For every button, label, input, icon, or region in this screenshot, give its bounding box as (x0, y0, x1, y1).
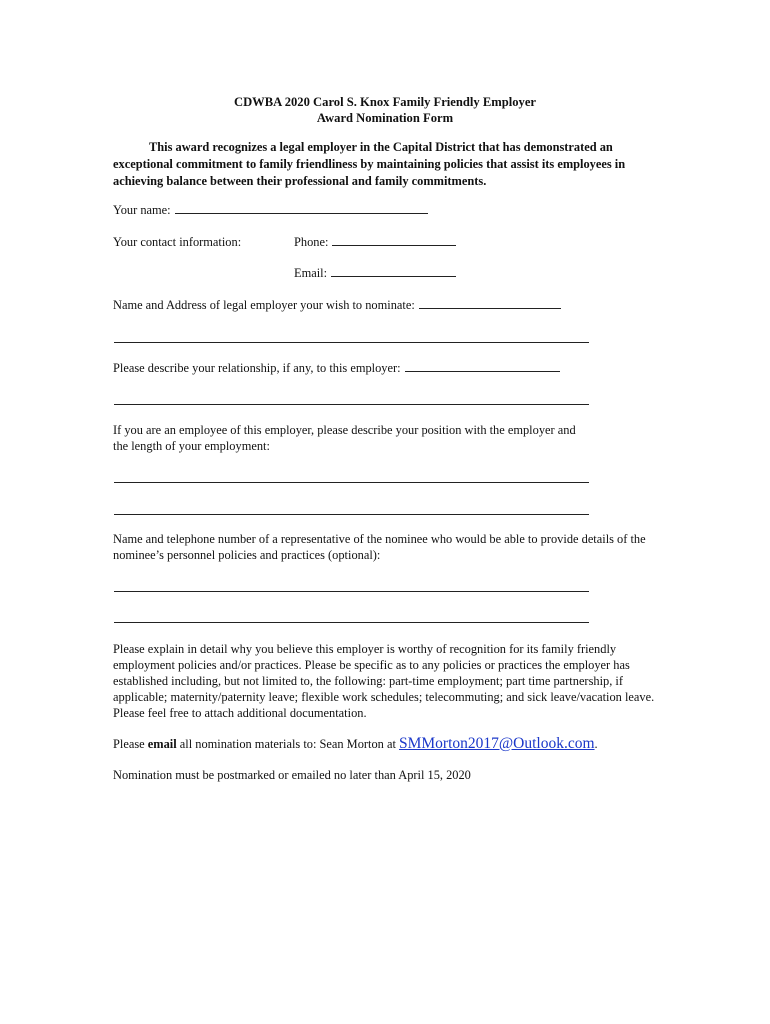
submit-suffix: . (594, 737, 598, 751)
contact-label: Your contact information: (113, 235, 242, 249)
your-name-label: Your name: (113, 203, 171, 217)
position-answer-line-2[interactable] (114, 514, 589, 515)
relationship-row (113, 360, 560, 376)
email-label: Email: (294, 266, 328, 280)
position-label: If you are an employee of this employer, please describe your position with the employer and the length of your employment: (113, 423, 576, 453)
submit-bold-email: email (147, 737, 177, 751)
employer-answer-line[interactable] (114, 342, 589, 343)
phone-row (294, 234, 456, 250)
representative-answer-line-2[interactable] (114, 622, 589, 623)
relationship-answer-line[interactable] (114, 404, 589, 405)
relationship-blank[interactable] (405, 360, 560, 372)
phone-label: Phone: (294, 235, 329, 249)
phone-blank[interactable] (332, 234, 456, 246)
email-row (294, 265, 456, 281)
form-title-line2: Award Nomination Form (316, 111, 454, 125)
representative-answer-line-1[interactable] (114, 591, 589, 592)
your-name-row (113, 202, 428, 218)
email-blank[interactable] (331, 265, 456, 277)
explain-paragraph: Please explain in detail why you believe this employer is worthy of recognition for its family friendly employment policies and/or practices. Please be specific as to any policies or practices the employer has established including, but not limited to, the following: part-time employment; part time partnership, if applicable; maternity/paternity leave; flexible work schedules; telecommuting; and sick leave/vacation leave. Please feel free to attach additional documentation. (113, 642, 655, 720)
employer-blank[interactable] (419, 297, 561, 309)
email-link[interactable]: SMMorton2017@Outlook.com (399, 735, 595, 752)
relationship-label: Please describe your relationship, if any, to this employer: (113, 361, 401, 375)
deadline-text: Nomination must be postmarked or emailed no later than April 15, 2020 (113, 768, 471, 782)
employer-label: Name and Address of legal employer your wish to nominate: (113, 298, 415, 312)
employer-row (113, 297, 561, 313)
position-answer-line-1[interactable] (114, 482, 589, 483)
your-name-blank[interactable] (175, 202, 428, 214)
representative-label: Name and telephone number of a representative of the nominee who would be able to provide details of the nominee’s personnel policies and practices (optional): (113, 532, 646, 562)
submit-instructions (113, 735, 598, 753)
submit-middle: all nomination materials to: Sean Morton at (179, 737, 396, 751)
submit-prefix: Please (113, 737, 145, 751)
form-title-line1: CDWBA 2020 Carol S. Knox Family Friendly Employer (233, 95, 537, 109)
intro-paragraph: This award recognizes a legal employer in the Capital District that has demonstrated an exceptional commitment to family friendliness by maintaining policies that assist its employees in achieving balance between their professional and family commitments. (113, 140, 626, 188)
